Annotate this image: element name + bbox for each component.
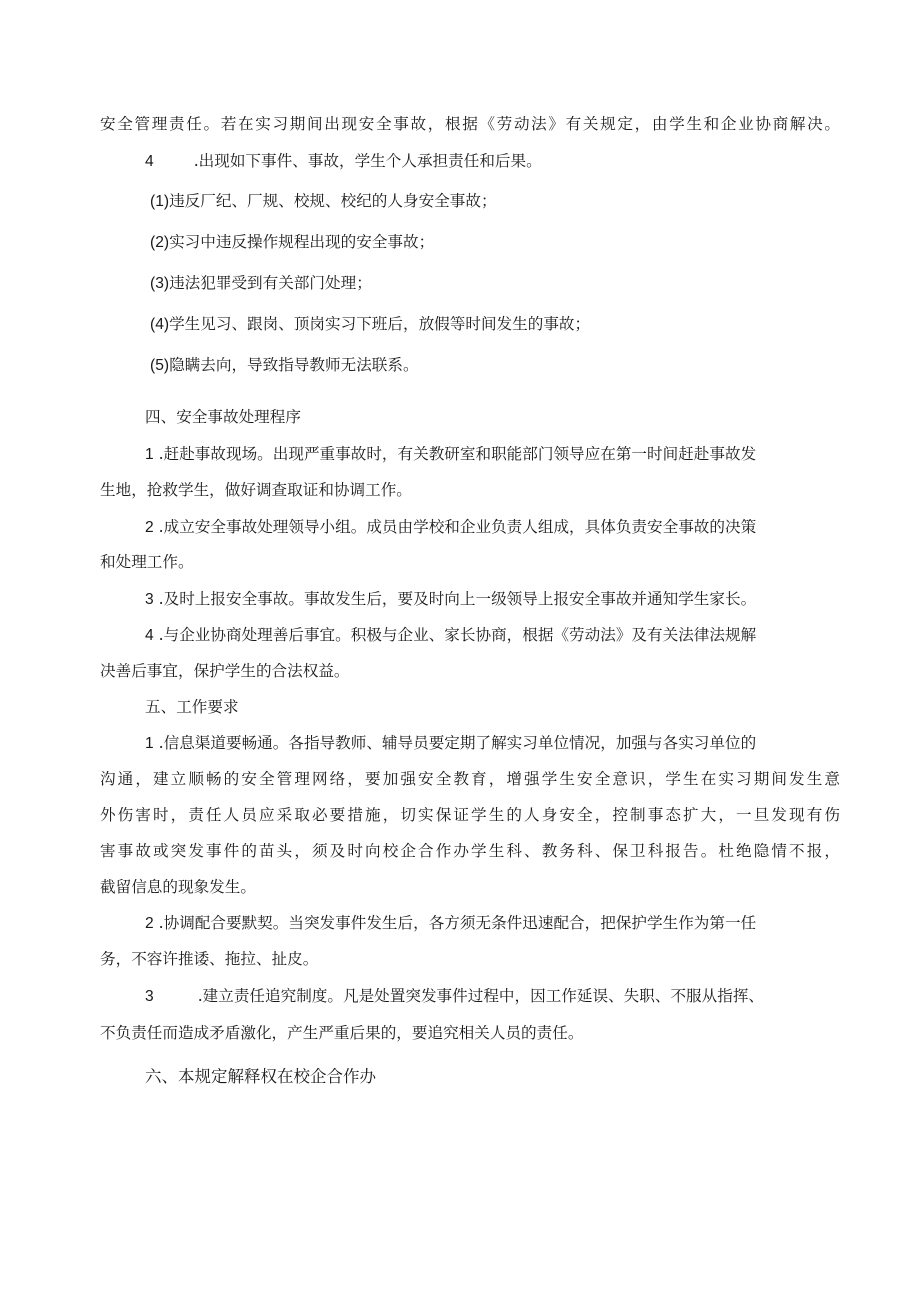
item-text: .与企业协商处理善后事宜。积极与企业、家长协商，根据《劳动法》及有关法律法规解 xyxy=(158,626,757,644)
item-text: .出现如下事件、事故，学生个人承担责任和后果。 xyxy=(193,152,542,170)
item-number: 3 xyxy=(145,988,154,1005)
sub-item-text: 学生见习、跟岗、顶岗实习下班后，放假等时间发生的事故； xyxy=(169,315,591,333)
paragraph-line: 决善后事宜，保护学生的合法权益。 xyxy=(100,662,350,680)
list-item-line xyxy=(145,588,840,611)
sub-item-text: 违法犯罪受到有关部门处理； xyxy=(169,274,372,292)
sub-item-text: 隐瞒去向，导致指导教师无法联系。 xyxy=(169,356,419,374)
item-text: .成立安全事故处理领导小组。成员由学校和企业负责人组成，具体负责安全事故的决策 xyxy=(158,518,757,536)
paragraph-line: 务，不容许推诿、拖拉、扯皮。 xyxy=(100,950,319,968)
sub-item-number: (1) xyxy=(150,193,170,210)
item-text: .及时上报安全事故。事故发生后，要及时向上一级领导上报安全事故并通知学生家长。 xyxy=(158,590,757,608)
section-heading: 六、本规定解释权在校企合作办 xyxy=(145,1067,376,1086)
list-item-line xyxy=(145,624,840,647)
paragraph-line: 安全管理责任。若在实习期间出现安全事故，根据《劳动法》有关规定，由学生和企业协商解决。 xyxy=(100,115,840,133)
list-item-line xyxy=(145,443,840,466)
paragraph-line: 外伤害时，责任人员应采取必要措施，切实保证学生的人身安全，控制事态扩大，一旦发现有伤 xyxy=(100,806,840,824)
section-heading: 四、安全事故处理程序 xyxy=(145,408,301,426)
list-item-line xyxy=(145,516,840,539)
sub-item-number: (4) xyxy=(150,316,170,333)
item-number: 1 xyxy=(145,735,154,752)
list-item xyxy=(145,150,885,173)
paragraph-line: 生地，抢救学生，做好调查取证和协调工作。 xyxy=(100,481,412,499)
paragraph-line: 和处理工作。 xyxy=(100,553,194,571)
sub-item-number: (5) xyxy=(150,357,170,374)
paragraph-line: 沟通，建立顺畅的安全管理网络，要加强安全教育，增强学生安全意识，学生在实习期间发生意 xyxy=(100,770,840,788)
sub-item-number: (3) xyxy=(150,275,170,292)
paragraph-line: 害事故或突发事件的苗头，须及时向校企合作办学生科、教务科、保卫科报告。杜绝隐情不报， xyxy=(100,842,840,860)
sub-item xyxy=(150,313,890,336)
item-number: 3 xyxy=(145,591,154,608)
item-text: .赶赴事故现场。出现严重事故时，有关教研室和职能部门领导应在第一时间赶赴事故发 xyxy=(158,445,757,463)
sub-item xyxy=(150,231,890,254)
item-number: 1 xyxy=(145,446,154,463)
item-number: 2 xyxy=(145,519,154,536)
list-item-line xyxy=(145,732,840,755)
item-text: .信息渠道要畅通。各指导教师、辅导员要定期了解实习单位情况，加强与各实习单位的 xyxy=(158,734,757,752)
item-text: .建立责任追究制度。凡是处置突发事件过程中，因工作延误、失职、不服从指挥、 xyxy=(197,987,765,1005)
sub-item-number: (2) xyxy=(150,234,170,251)
paragraph-line: 截留信息的现象发生。 xyxy=(100,878,256,896)
section-heading: 五、工作要求 xyxy=(145,698,239,716)
item-text: .协调配合要默契。当突发事件发生后，各方须无条件迅速配合，把保护学生作为第一任 xyxy=(158,914,757,932)
sub-item xyxy=(150,190,890,213)
sub-item-text: 违反厂纪、厂规、校规、校纪的人身安全事故； xyxy=(169,192,497,210)
list-item-line xyxy=(145,985,840,1008)
sub-item xyxy=(150,272,890,295)
item-number: 2 xyxy=(145,915,154,932)
item-number: 4 xyxy=(145,627,154,644)
item-number: 4 xyxy=(145,153,154,170)
list-item-line xyxy=(145,912,840,935)
paragraph-line: 不负责任而造成矛盾激化，产生严重后果的，要追究相关人员的责任。 xyxy=(100,1024,584,1042)
sub-item xyxy=(150,354,890,377)
sub-item-text: 实习中违反操作规程出现的安全事故； xyxy=(169,233,435,251)
